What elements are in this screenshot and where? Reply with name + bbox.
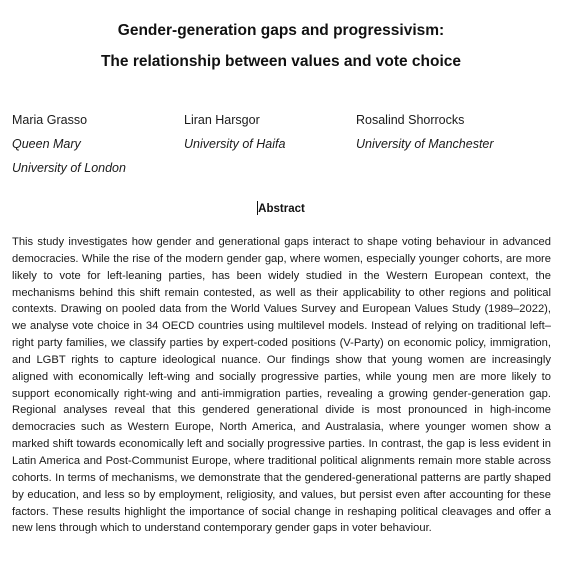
author-affiliation: University of Haifa xyxy=(184,137,286,151)
author-affiliation-continued: University of London xyxy=(12,161,126,175)
title-line-2: The relationship between values and vote choice xyxy=(100,53,462,70)
author-block-harsgor xyxy=(184,108,354,156)
author-affiliation: Queen Mary xyxy=(12,137,81,151)
author-block-grasso xyxy=(12,108,172,180)
author-affiliation: University of Manchester xyxy=(356,137,494,151)
author-name: Rosalind Shorrocks xyxy=(356,113,465,127)
author-name: Liran Harsgor xyxy=(184,113,260,127)
author-block-shorrocks xyxy=(356,108,556,156)
abstract-body[interactable]: This study investigates how gender and generational gaps interact to shape voting behaviour in advanced democracies. While the rise of the modern gender gap, where women, especially younger cohorts, are more likely to vote for left-leaning parties, has been widely studied in the Western European context, the mechanisms behind this shift remain contested, as well as their applicability to other regions and political contexts. Drawing on pooled data from the World Values Survey and European Values Study (1989–2022), we analyse vote choice in 34 OECD countries using multilevel models. Instead of relying on traditional left–right party families, we classify parties by expert-coded positions (V-Party) on economic policy, immigration, and LGBT rights to capture ideological nuance. Our findings show that young women are increasingly aligned with economically left-wing and socially progressive parties, while young men are more likely to support economically right-wing and anti-immigration parties, revealing a growing gender-generation gap. Regional analyses reveal that this gendered generational divide is most pronounced in high-income democracies such as Western Europe, North America, and Australasia, where younger women show a marked shift towards economically left and socially progressive parties. In contrast, the gap is less evident in Latin America and Post-Communist Europe, where traditional political alignments remain more stable across cohorts. In terms of mechanisms, we demonstrate that the gendered-generational patterns are partly shaped by education, and less so by employment, religiosity, and values, but persist even after accounting for these factors. These results highlight the importance of social change in reshaping political cleavages and offer a new lens through which to understand contemporary gender gaps in voter behaviour. xyxy=(12,236,551,535)
abstract-heading: Abstract xyxy=(258,203,305,215)
title-line-1: Gender-generation gaps and progressivism: xyxy=(117,22,445,39)
abstract-heading-row[interactable] xyxy=(0,201,562,215)
author-name: Maria Grasso xyxy=(12,113,88,127)
